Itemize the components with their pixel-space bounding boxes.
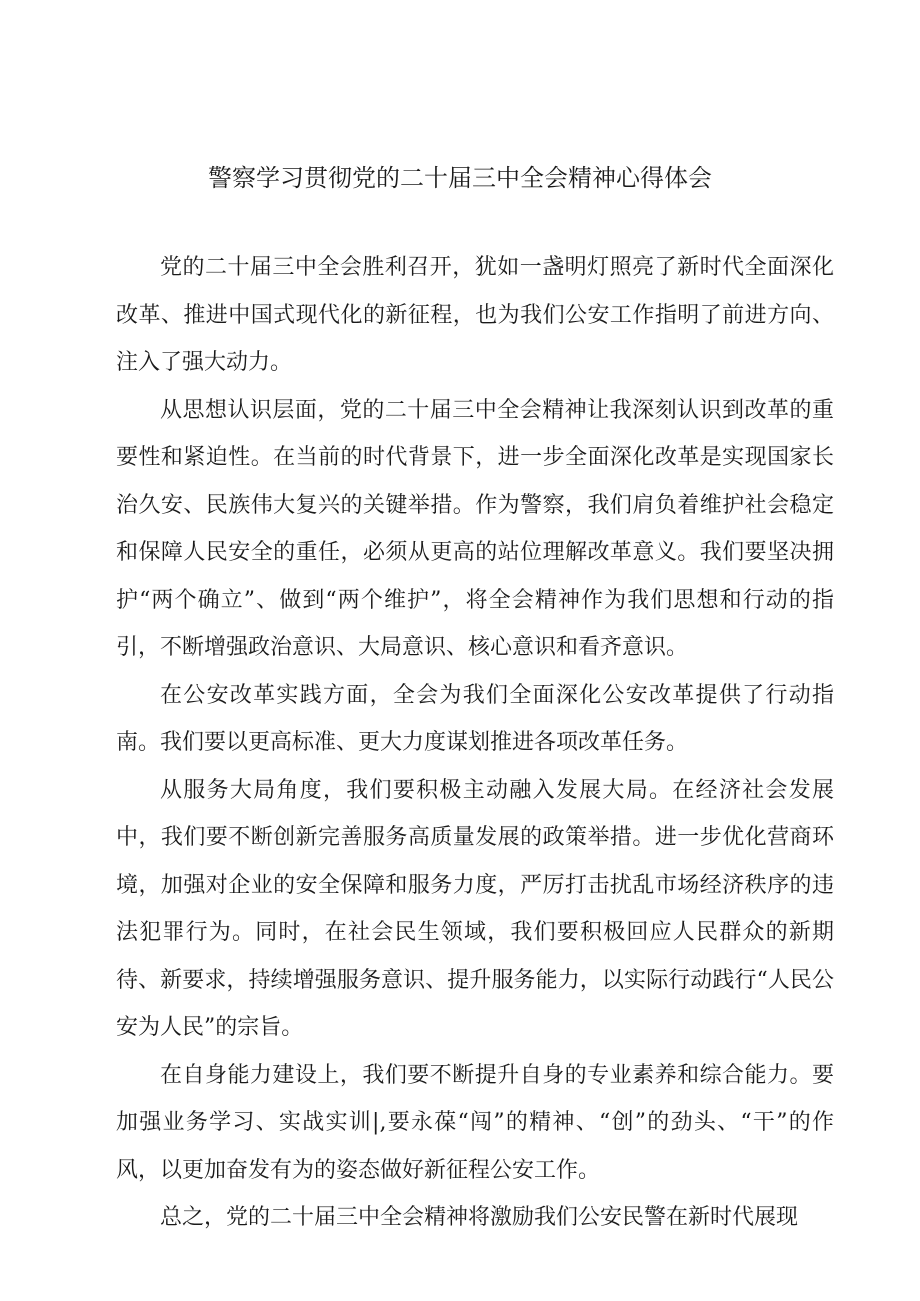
paragraph-1: 党的二十届三中全会胜利召开，犹如一盏明灯照亮了新时代全面深化改革、推进中国式现代化的新征程，也为我们公安工作指明了前进方向、注入了强大动力。 (116, 255, 834, 375)
paragraph-6: 总之，党的二十届三中全会精神将激励我们公安民警在新时代展现 (160, 1205, 799, 1230)
document-title: 警察学习贯彻党的二十届三中全会精神心得体会 (208, 164, 712, 192)
paragraph-3: 在公安改革实践方面，全会为我们全面深化公安改革提供了行动指南。我们要以更高标准、更大力度谋划推进各项改革任务。 (116, 682, 834, 755)
paragraph-4: 从服务大局角度，我们要积极主动融入发展大局。在经济社会发展中，我们要不断创新完善服务高质量发展的政策举措。进一步优化营商环境，加强对企业的安全保障和服务力度，严厉打击扰乱市场经济秩序的违法犯罪行为。同时，在社会民生领域，我们要积极回应人民群众的新期待、新要求，持续增强服务意识、提升服务能力，以实际行动践行“人民公安为人民”的宗旨。 (116, 777, 834, 1040)
paragraph-5: 在自身能力建设上，我们要不断提升自身的专业素养和综合能力。要加强业务学习、实战实训|,要永葆“闯”的精神、“创”的劲头、“干”的作风，以更加奋发有为的姿态做好新征程公安工作。 (116, 1062, 834, 1183)
paragraph-2: 从思想认识层面，党的二十届三中全会精神让我深刻认识到改革的重要性和紧迫性。在当前的时代背景下，进一步全面深化改革是实现国家长治久安、民族伟大复兴的关键举措。作为警察，我们肩负着维护社会稳定和保障人民安全的重任，必须从更高的站位理解改革意义。我们要坚决拥护“两个确立”、做到“两个维护”，将全会精神作为我们思想和行动的指引，不断增强政治意识、大局意识、核心意识和看齐意识。 (116, 397, 834, 660)
document-body (116, 244, 834, 1242)
